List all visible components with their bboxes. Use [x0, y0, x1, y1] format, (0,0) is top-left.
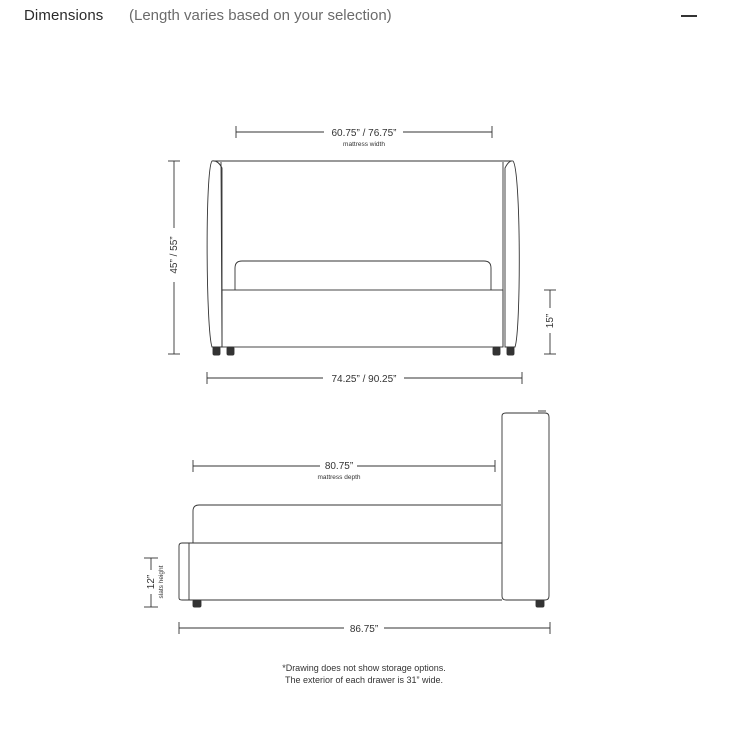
mattress-depth-caption: mattress depth [317, 474, 361, 481]
left-wing [207, 161, 222, 347]
bed-base-side [179, 543, 502, 600]
leg [536, 600, 544, 607]
leg [213, 347, 220, 355]
bed-base [222, 290, 503, 347]
slats-height-label: 12” [146, 574, 157, 590]
leg [493, 347, 500, 355]
section-subtitle: (Length varies based on your selection) [129, 7, 392, 24]
drawer-width-note: The exterior of each drawer is 31” wide. [284, 675, 444, 685]
section-title: Dimensions [24, 7, 104, 24]
leg [193, 600, 201, 607]
headboard-outline [214, 161, 512, 347]
leg [227, 347, 234, 355]
side-view [144, 411, 550, 634]
leg [507, 347, 514, 355]
mattress-depth-label: 80.75” [324, 461, 354, 472]
front-view [168, 126, 556, 384]
overall-width-label: 74.25” / 90.25” [331, 374, 397, 385]
slats-height-caption: slats height [158, 565, 165, 599]
mattress-outline [193, 505, 501, 543]
right-wing [505, 161, 519, 347]
inner-panel [235, 261, 491, 290]
headboard-side [502, 413, 549, 600]
overall-height-label: 45” / 55” [169, 236, 180, 274]
mattress-width-caption: mattress width [343, 141, 385, 148]
storage-note: *Drawing does not show storage options. [282, 663, 446, 673]
mattress-width-label: 60.75” / 76.75” [331, 128, 397, 139]
overall-length-label: 86.75” [349, 624, 379, 635]
base-height-label: 15” [545, 313, 556, 329]
